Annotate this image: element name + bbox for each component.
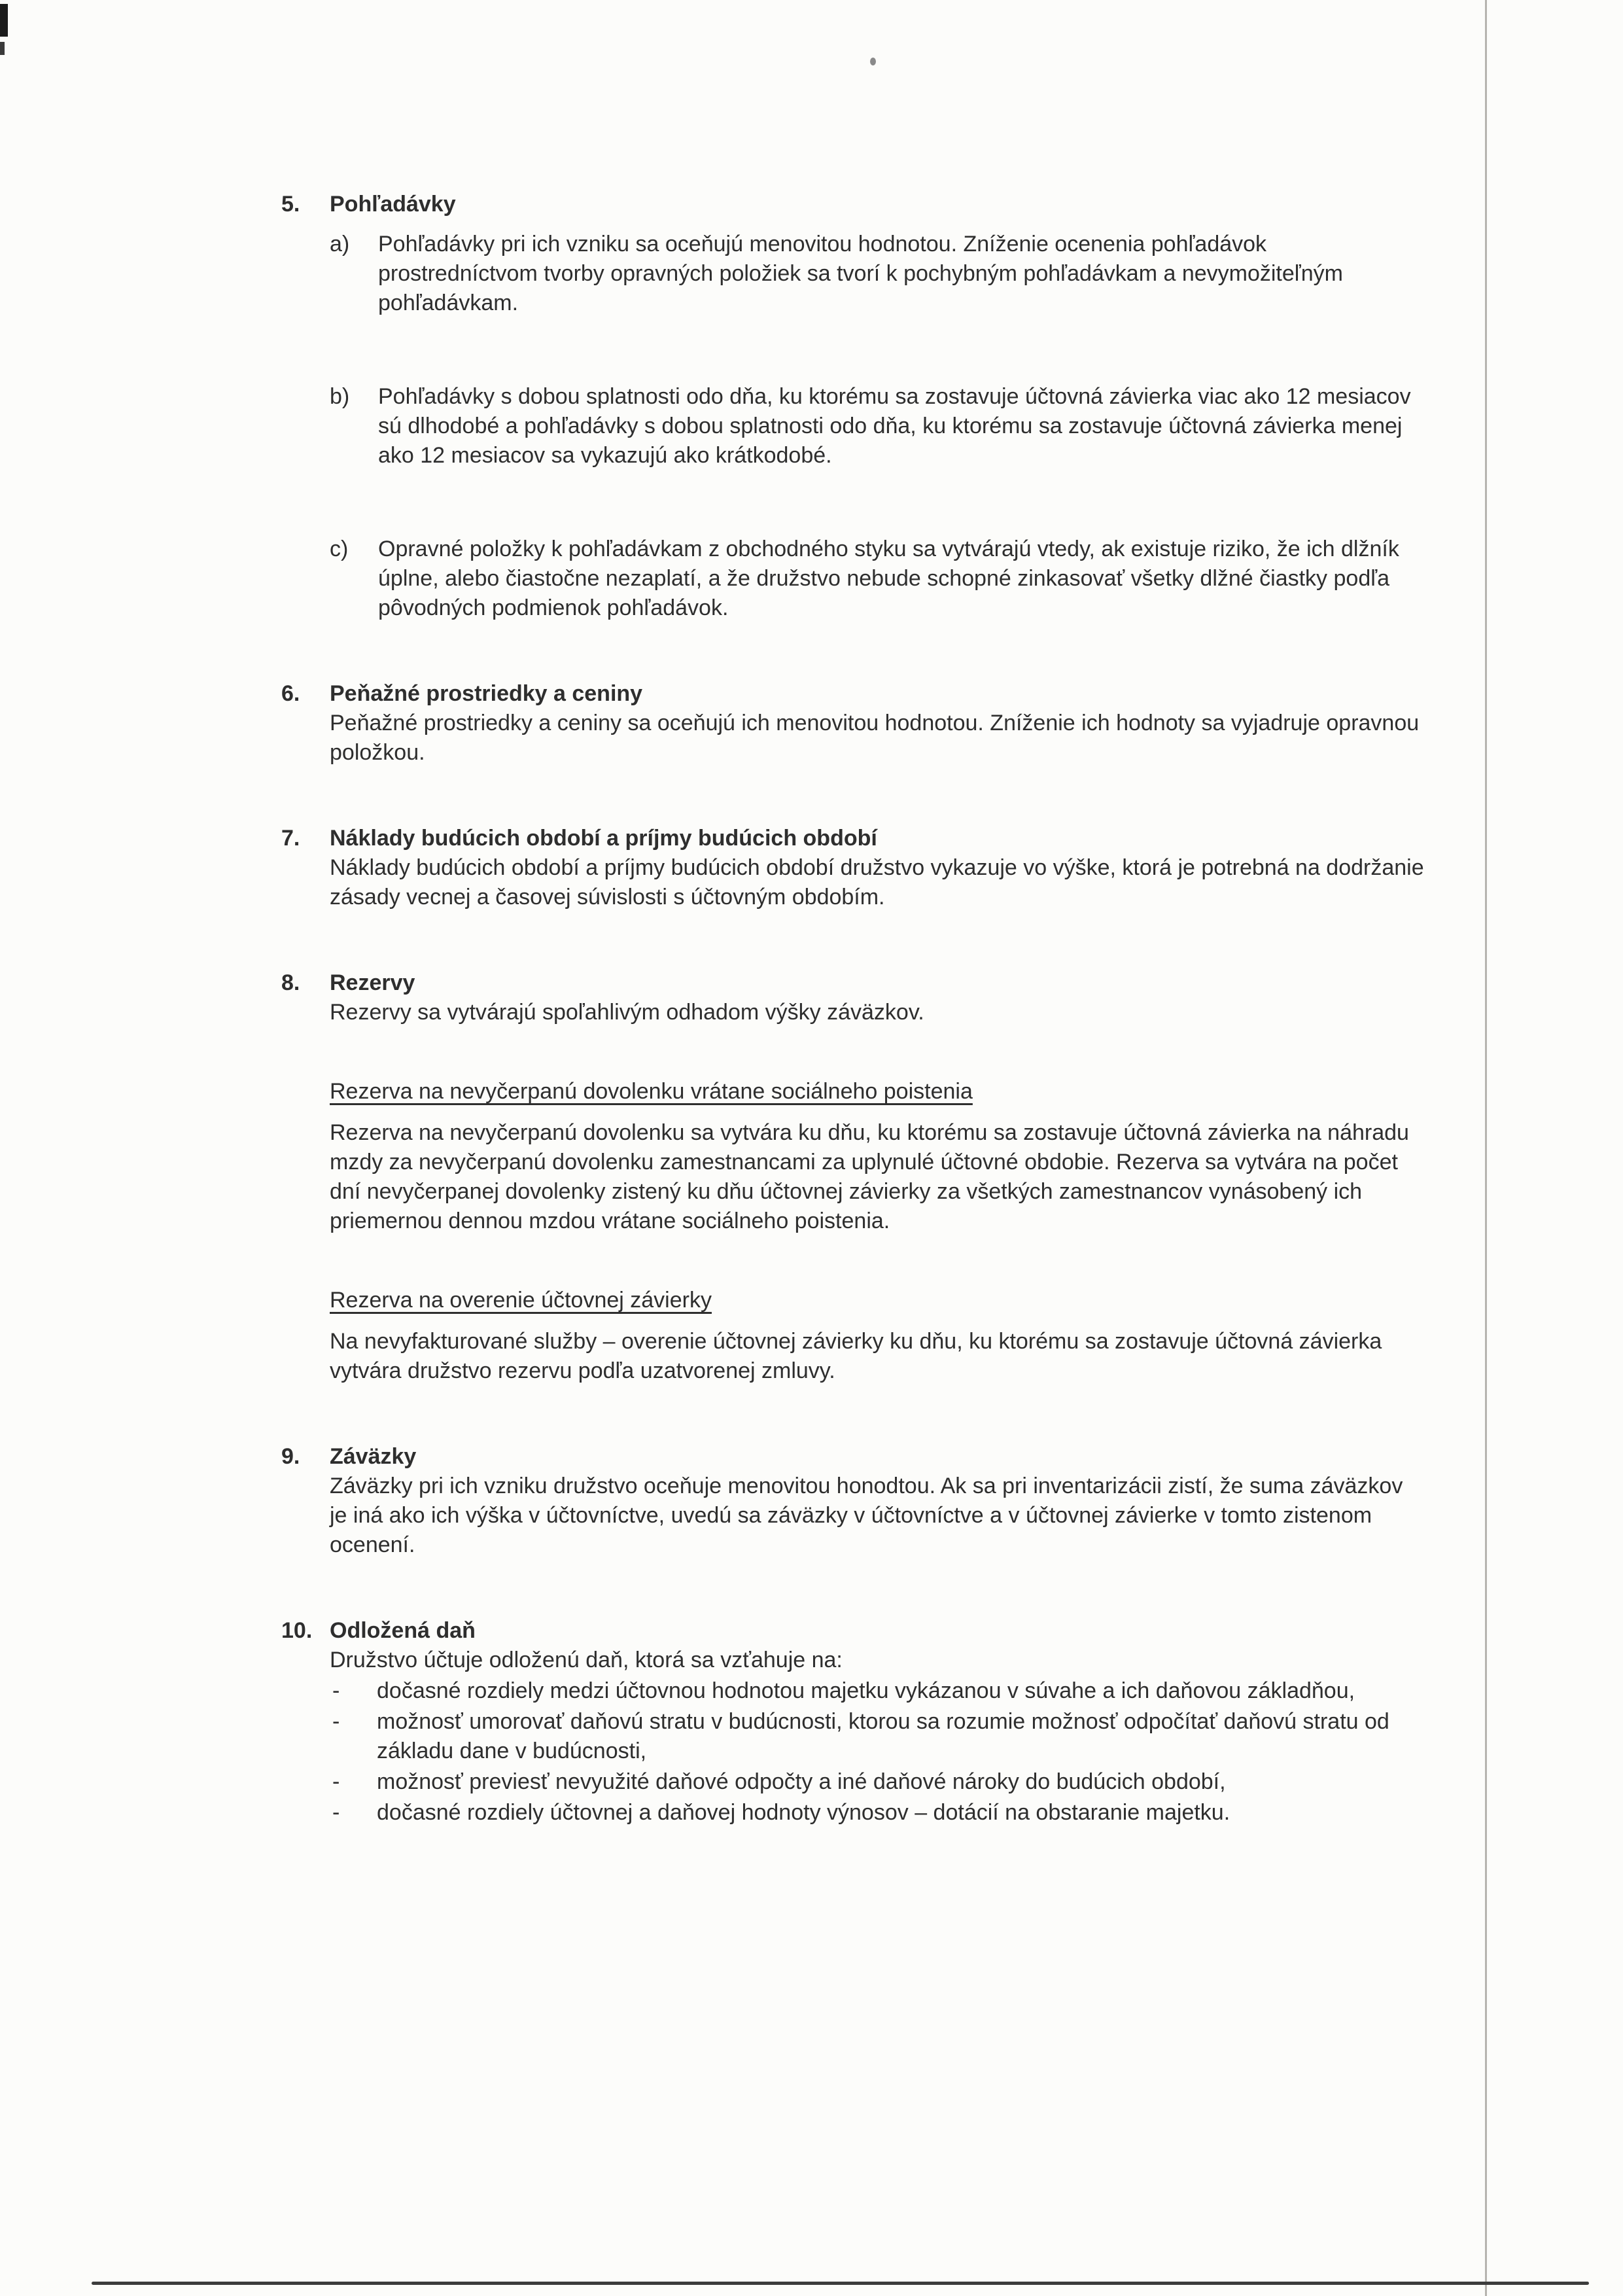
- section-title: Pohľadávky: [330, 192, 456, 217]
- section-title: Rezervy: [330, 970, 415, 995]
- lettered-item: [330, 230, 1425, 318]
- paragraph: Na nevyfakturované služby – overenie účtovnej závierky ku dňu, ku ktorému sa zostavuje účtovná závierka vytvára družstvo rezervu podľa uzatvorenej zmluvy.: [330, 1329, 1382, 1383]
- document-section: [281, 1616, 1425, 1828]
- paragraph: Peňažné prostriedky a ceniny sa oceňujú ich menovitou hodnotou. Zníženie ich hodnoty sa vyjadruje opravnou položkou.: [330, 711, 1420, 765]
- item-text: dočasné rozdiely účtovnej a daňovej hodnoty výnosov – dotácií na obstaranie majetku.: [377, 1800, 1230, 1825]
- underlined-subheading: Rezerva na overenie účtovnej závierky: [330, 1288, 712, 1313]
- paragraph: Rezervy sa vytvárajú spoľahlivým odhadom výšky záväzkov.: [330, 1000, 924, 1025]
- item-text: možnosť previesť nevyužité daňové odpočty a iné daňové nároky do budúcich období,: [377, 1769, 1226, 1794]
- section-title: Náklady budúcich období a príjmy budúcich období: [330, 826, 877, 851]
- item-letter-label: c): [330, 537, 349, 561]
- dash-marker: -: [332, 1709, 340, 1734]
- document-section: [281, 824, 1425, 912]
- dash-list-item: [330, 1676, 1425, 1706]
- item-text: dočasné rozdiely medzi účtovnou hodnotou majetku vykázanou v súvahe a ich daňovou základňou,: [377, 1678, 1355, 1703]
- section-number: 7.: [281, 826, 300, 851]
- dash-marker: -: [332, 1678, 340, 1703]
- dash-list-item: [330, 1767, 1425, 1797]
- scan-bottom-edge-line: [92, 2282, 1589, 2285]
- section-number: 9.: [281, 1444, 300, 1469]
- section-main: [330, 190, 1425, 623]
- paragraph: Družstvo účtuje odloženú daň, ktorá sa vzťahuje na:: [330, 1648, 843, 1672]
- section-title: Peňažné prostriedky a ceniny: [330, 681, 643, 706]
- section-main: [330, 824, 1425, 912]
- section-main: [330, 1616, 1425, 1828]
- underlined-subheading: Rezerva na nevyčerpanú dovolenku vrátane sociálneho poistenia: [330, 1079, 973, 1104]
- paragraph: Rezerva na nevyčerpanú dovolenku sa vytvára ku dňu, ku ktorému sa zostavuje účtovná závierka na náhradu mzdy za nevyčerpanú dovolenku zamestnancami za uplynulé účtovné obdobie. Rezerva sa vytvára na počet dní nevyčerpanej dovolenky zistený ku dňu účtovnej závierky za všetkých zamestnancov vynásobený ich priemernou dennou mzdou vrátane sociálneho poistenia.: [330, 1120, 1409, 1233]
- lettered-item: [330, 535, 1425, 623]
- paragraph: Záväzky pri ich vzniku družstvo oceňuje menovitou honodtou. Ak sa pri inventarizácii zistí, že suma záväzkov je iná ako ich výška v účtovníctve, uvedú sa záväzky v účtovníctve a v účtovnej závierke v tomto zistenom ocenení.: [330, 1474, 1403, 1557]
- scan-left-edge-artifact: [0, 42, 5, 55]
- scan-speck-artifact: [870, 58, 876, 65]
- section-main: [330, 1442, 1425, 1560]
- document-content: [281, 190, 1425, 1828]
- paragraph: Náklady budúcich období a príjmy budúcich období družstvo vykazuje vo výške, ktorá je potrebná na dodržanie zásady vecnej a časovej súvislosti s účtovným obdobím.: [330, 855, 1424, 910]
- dash-marker: -: [332, 1769, 340, 1794]
- section-number: 6.: [281, 681, 300, 706]
- section-number: 8.: [281, 970, 300, 995]
- item-letter-label: a): [330, 232, 350, 256]
- document-section: [281, 968, 1425, 1386]
- section-number: 5.: [281, 192, 300, 217]
- item-text: Opravné položky k pohľadávkam z obchodného styku sa vytvárajú vtedy, ak existuje riziko, že ich dlžník úplne, alebo čiastočne nezaplatí, a že družstvo nebude schopné zinkasovať všetky dlžné čiastky podľa pôvodných podmienok pohľadávok.: [378, 537, 1399, 620]
- section-main: [330, 968, 1425, 1386]
- item-letter-label: b): [330, 384, 350, 409]
- section-number: 10.: [281, 1618, 313, 1643]
- section-title: Záväzky: [330, 1444, 417, 1469]
- scan-left-edge-artifact: [0, 4, 8, 37]
- item-text: Pohľadávky s dobou splatnosti odo dňa, ku ktorému sa zostavuje účtovná závierka viac ako 12 mesiacov sú dlhodobé a pohľadávky s dobou splatnosti odo dňa, ku ktorému sa zostavuje účtovná závierka menej ako 12 mesiacov sa vykazujú ako krátkodobé.: [378, 384, 1411, 468]
- section-title: Odložená daň: [330, 1618, 476, 1643]
- document-section: [281, 679, 1425, 768]
- document-section: [281, 1442, 1425, 1560]
- dash-list-item: [330, 1798, 1425, 1828]
- dash-marker: -: [332, 1800, 340, 1825]
- item-text: možnosť umorovať daňovú stratu v budúcnosti, ktorou sa rozumie možnosť odpočítať daňovú stratu od základu dane v budúcnosti,: [377, 1709, 1389, 1763]
- lettered-item: [330, 382, 1425, 470]
- document-section: [281, 190, 1425, 623]
- section-main: [330, 679, 1425, 768]
- dash-list-item: [330, 1707, 1425, 1766]
- scan-right-fold-line: [1485, 0, 1487, 2296]
- item-text: Pohľadávky pri ich vzniku sa oceňujú menovitou hodnotou. Zníženie ocenenia pohľadávok prostredníctvom tvorby opravných položiek sa tvorí k pochybným pohľadávkam a nevymožiteľným pohľadávkam.: [378, 232, 1343, 315]
